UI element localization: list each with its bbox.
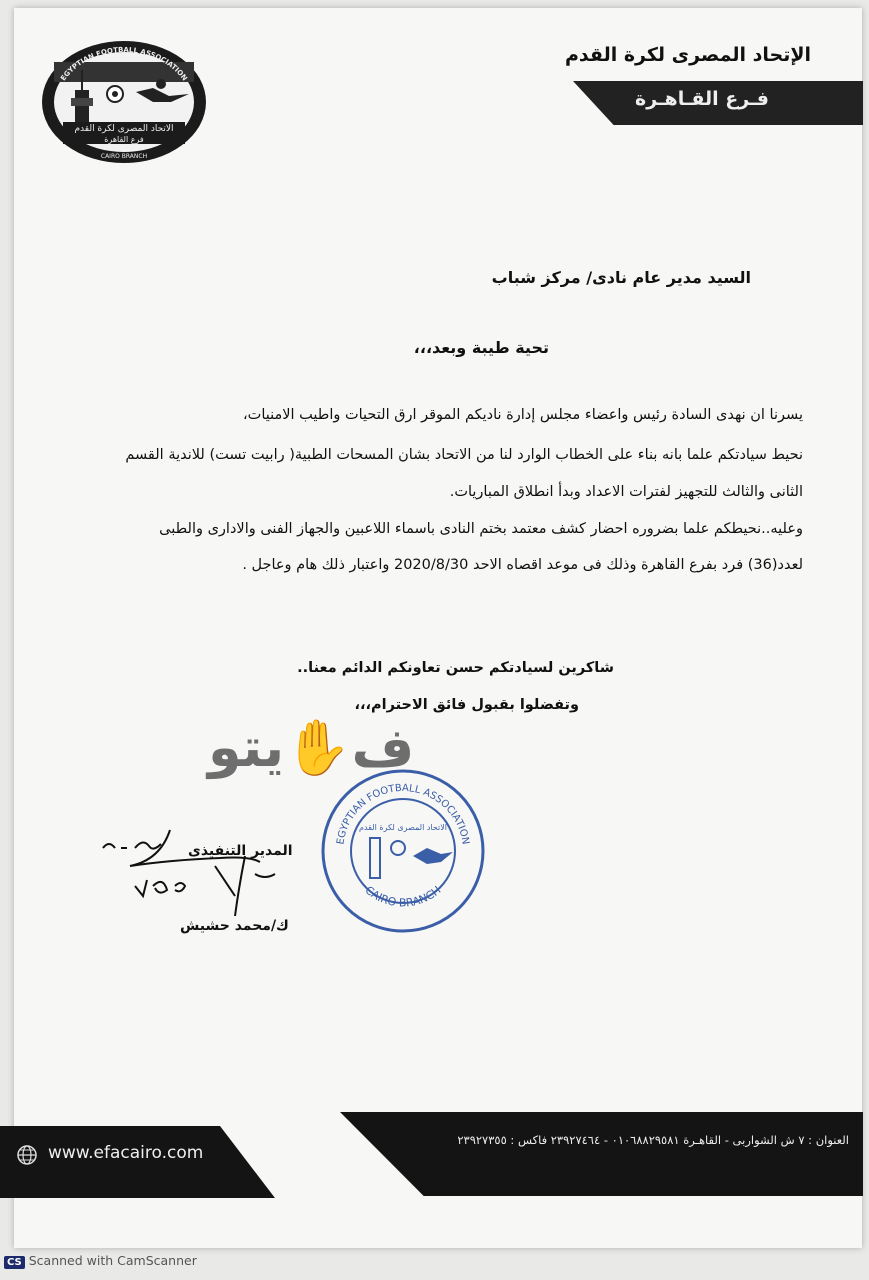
footer-address: العنوان : ٧ ش الشواربى - القاهـرة ٠١٠٦٨٨٢٩٥٨١ - ٢٣٩٢٧٤٦٤ فاكس : ٢٣٩٢٧٣٥٥ (457, 1133, 849, 1147)
stamp-bottom-text: CAIRO BRANCH (362, 883, 444, 910)
scanner-badge: CS (4, 1256, 25, 1269)
stamp-arabic-text: الاتحاد المصرى لكرة القدم (358, 823, 448, 832)
addressee: السيد مدير عام نادى/ مركز شباب (491, 268, 751, 287)
logo-top-text: EGYPTIAN FOOTBALL ASSOCIATION (59, 45, 189, 83)
paragraph-2: نحيط سيادتكم علما بانه بناء على الخطاب الوارد لنا من الاتحاد بشان المسحات الطبية( رابيت تست) للاندية القسم (125, 447, 803, 463)
paragraph-1: يسرنا ان نهدى السادة رئيس واعضاء مجلس إدارة ناديكم الموقر ارق التحيات واطيب الامنيات، (243, 407, 803, 423)
official-stamp (318, 766, 488, 936)
globe-icon (16, 1144, 38, 1166)
logo-bottom-text: CAIRO BRANCH (100, 153, 148, 160)
footer-right-band (340, 1112, 863, 1196)
watermark-part-1: ف (351, 716, 415, 779)
watermark-part-2: يتو (208, 716, 285, 779)
svg-text:CAIRO BRANCH (363, 884, 444, 910)
hand-icon: ✋ (284, 716, 352, 779)
logo-arabic-line1: الاتحاد المصرى لكرة القدم (74, 124, 174, 134)
organization-title: الإتحاد المصرى لكرة القدم (565, 44, 811, 66)
signatory-name: ك/محمد حشيش (180, 918, 289, 934)
scanner-text: Scanned with CamScanner (28, 1253, 197, 1268)
website-link[interactable]: www.efacairo.com (48, 1143, 204, 1163)
stamp-top-text: EGYPTIAN FOOTBALL ASSOCIATION (335, 782, 471, 846)
logo-arabic-line2: فرع القاهرة (104, 135, 144, 144)
paragraph-4: وعليه..نحيطكم علما بضروره احضار كشف معتمد بختم النادى باسماء اللاعبين والجهاز الفنى والادارى والطبى (159, 521, 803, 537)
paragraph-5: لعدد(36) فرد بفرع القاهرة وذلك فى موعد اقصاه الاحد 2020/8/30 واعتبار ذلك هام وعاجل . (242, 557, 803, 573)
paragraph-3: الثانى والثالث للتجهيز لفترات الاعداد وبدأ انطلاق المباريات. (449, 484, 803, 500)
greeting: تحية طيبة وبعد،،، (413, 338, 549, 357)
signatory-title: المدير التنفيذى (188, 843, 293, 859)
scanner-note (4, 1253, 197, 1269)
branch-label: فـرع القـاهـرة (634, 88, 769, 110)
letter-page (14, 8, 862, 1248)
svg-text:EGYPTIAN FOOTBALL ASSOCIATION (335, 783, 470, 845)
closing-line-2: وتفضلوا بقبول فائق الاحترام،،، (354, 697, 579, 713)
federation-logo (41, 40, 207, 164)
handwritten-signature (95, 826, 295, 916)
closing-line-1: شاكرين لسيادتكم حسن تعاونكم الدائم معنا.. (297, 660, 614, 676)
